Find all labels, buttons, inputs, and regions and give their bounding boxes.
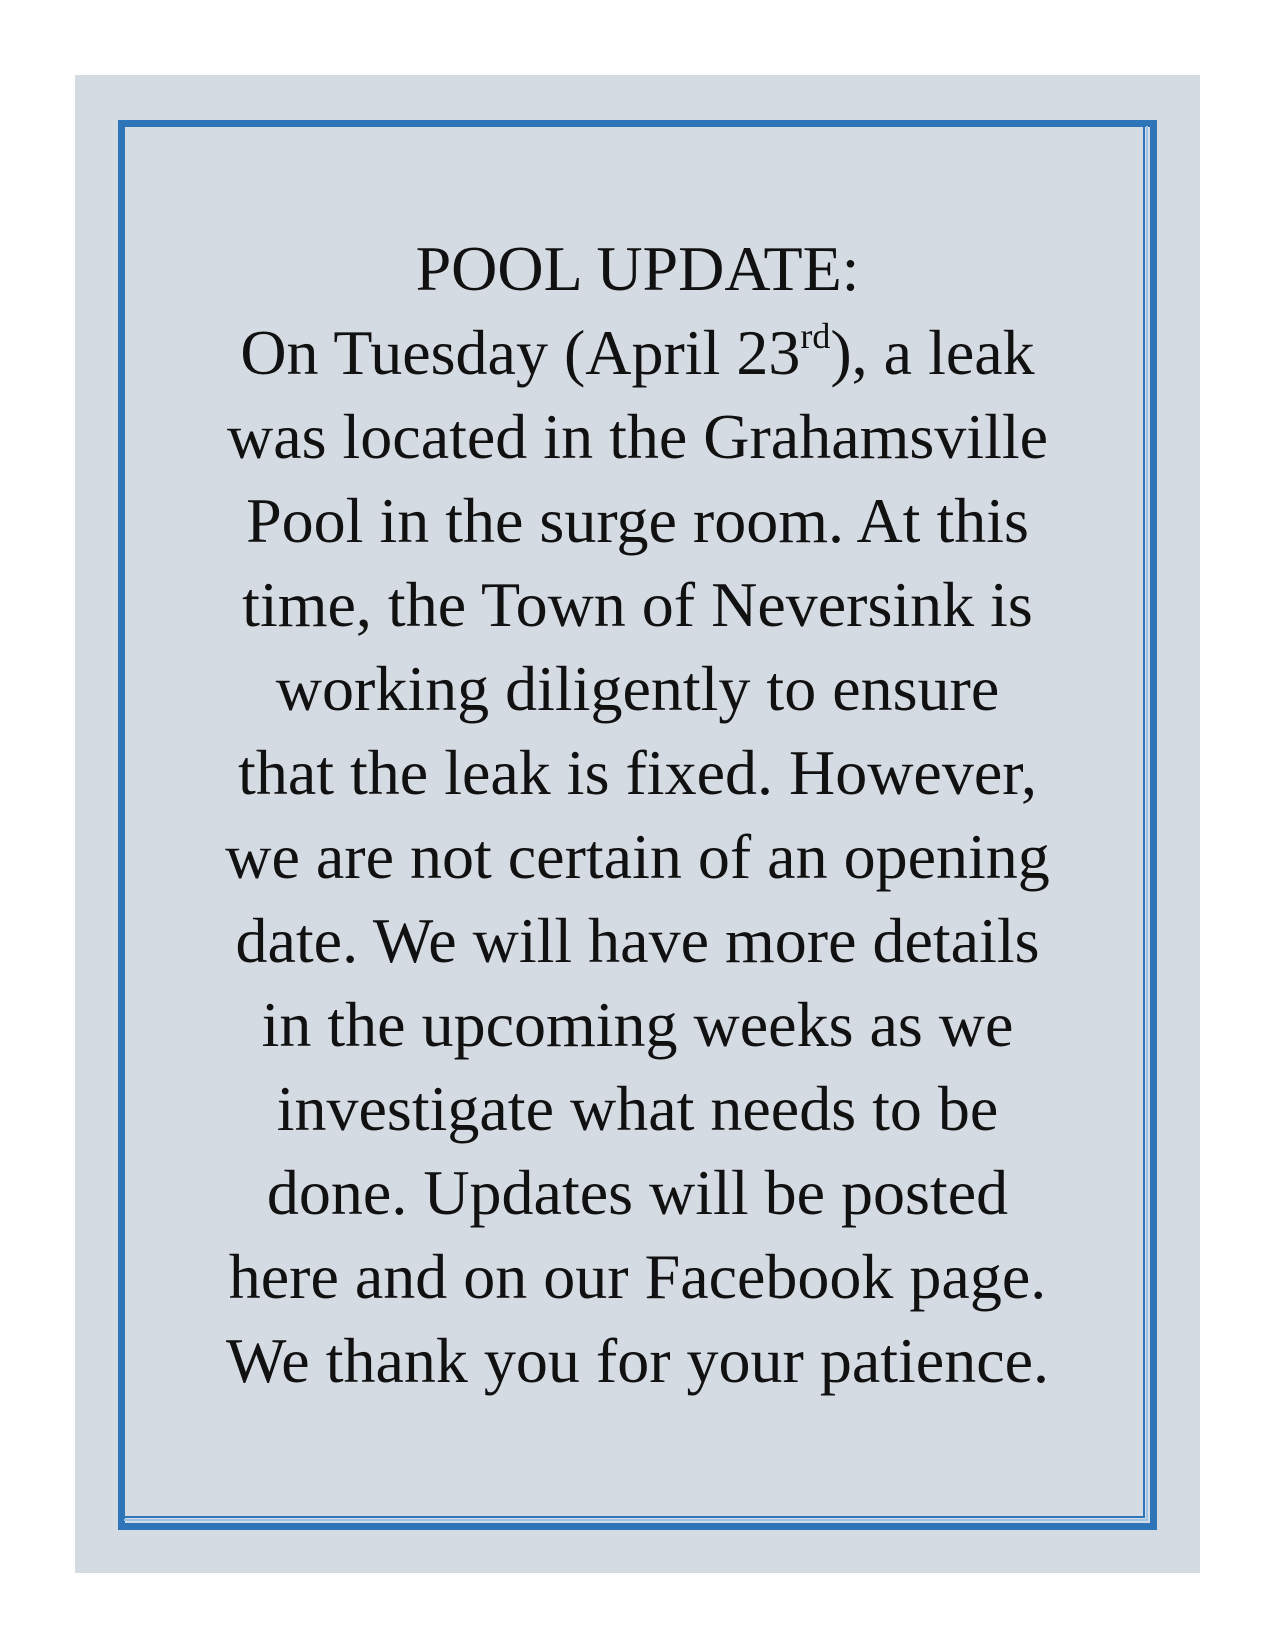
ordinal-suffix: rd [800,315,831,356]
notice-line: done. Updates will be posted [266,1157,1009,1228]
notice-text [125,227,1150,1403]
notice-line: was located in the Grahamsville [226,401,1049,472]
notice-line: Pool in the surge room. At this [246,485,1029,556]
notice-line: that the leak is fixed. However, [238,737,1037,808]
notice-line: we are not certain of an opening [225,821,1050,892]
notice-panel [75,75,1200,1573]
notice-title: POOL UPDATE: [415,233,860,304]
notice-line: date. We will have more details [235,905,1040,976]
line-text: On Tuesday (April 23 [240,317,801,388]
notice-line: investigate what needs to be [276,1073,999,1144]
notice-line: time, the Town of Neversink is [242,569,1033,640]
notice-line: in the upcoming weeks as we [261,989,1014,1060]
notice-line: working diligently to ensure [275,653,1000,724]
notice-line: We thank you for your patience. [226,1325,1049,1396]
notice-line-1 [125,311,1150,395]
notice-border [118,120,1157,1530]
notice-line: here and on our Facebook page. [228,1241,1047,1312]
line-text: ), a leak [830,317,1035,388]
notice-inner-border [125,127,1145,1518]
